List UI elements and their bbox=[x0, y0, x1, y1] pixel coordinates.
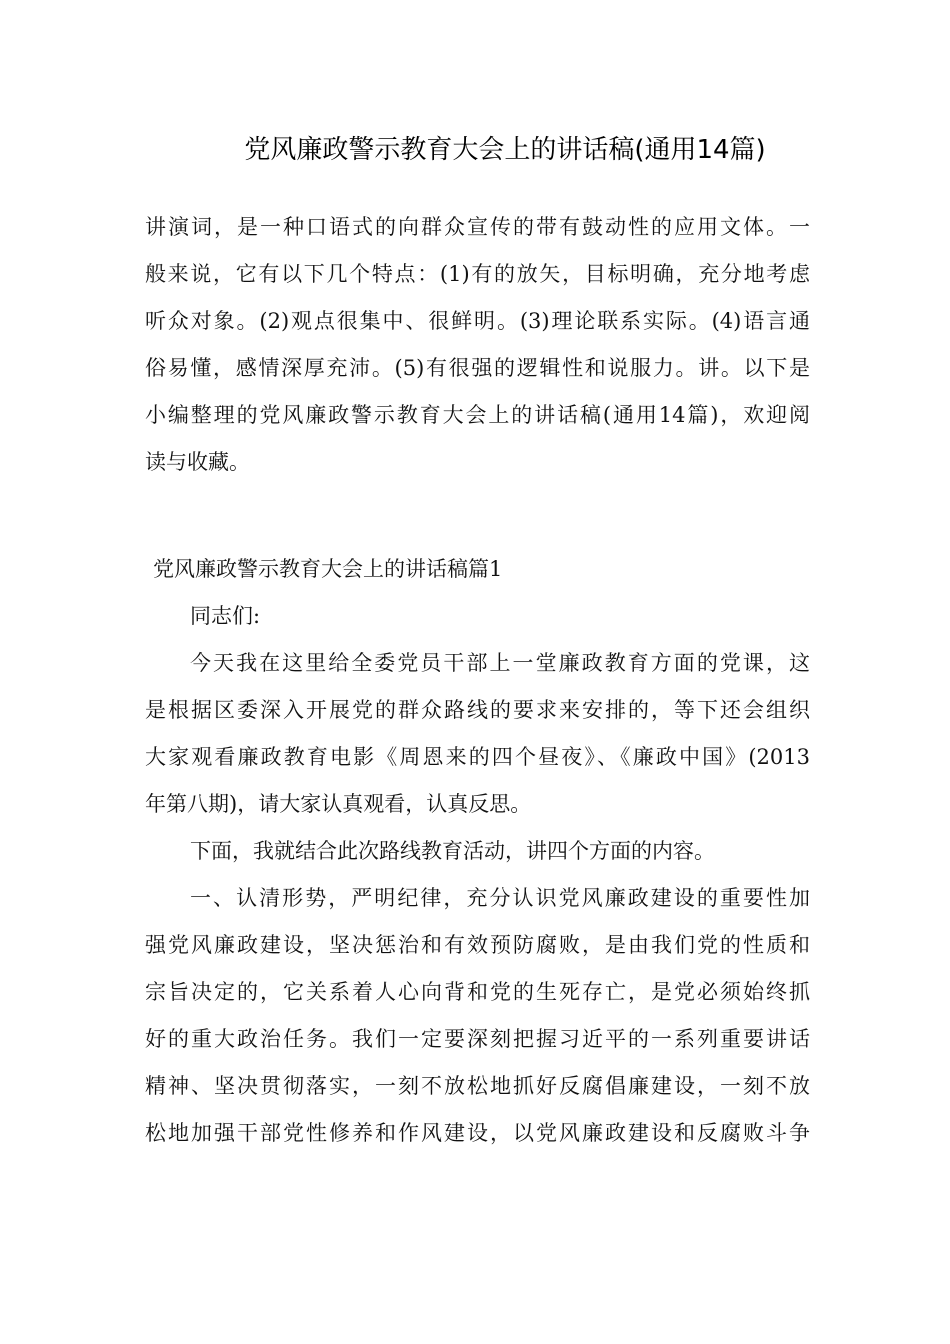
intro-line: 般来说，它有以下几个特点：(1)有的放矢，目标明确，充分地考虑 bbox=[145, 262, 810, 286]
paragraph-line: 精神、坚决贯彻落实，一刻不放松地抓好反腐倡廉建设，一刻不放 bbox=[145, 1074, 810, 1098]
paragraph-line: 是根据区委深入开展党的群众路线的要求来安排的，等下还会组织 bbox=[145, 698, 810, 722]
paragraph-line: 今天我在这里给全委党员干部上一堂廉政教育方面的党课，这 bbox=[190, 651, 810, 675]
paragraph-line: 好的重大政治任务。我们一定要深刻把握习近平的一系列重要讲话 bbox=[145, 1027, 810, 1051]
paragraph-line: 松地加强干部党性修养和作风建设，以党风廉政建设和反腐败斗争 bbox=[145, 1121, 810, 1145]
intro-line: 小编整理的党风廉政警示教育大会上的讲话稿(通用14篇)，欢迎阅 bbox=[145, 403, 810, 427]
paragraph-line: 下面，我就结合此次路线教育活动，讲四个方面的内容。 bbox=[190, 839, 715, 863]
intro-line: 听众对象。(2)观点很集中、很鲜明。(3)理论联系实际。(4)语言通 bbox=[145, 309, 810, 333]
paragraph-line: 宗旨决定的，它关系着人心向背和党的生死存亡，是党必须始终抓 bbox=[145, 980, 810, 1004]
intro-line: 讲演词，是一种口语式的向群众宣传的带有鼓动性的应用文体。一 bbox=[145, 215, 810, 239]
paragraph-line: 强党风廉政建设，坚决惩治和有效预防腐败，是由我们党的性质和 bbox=[145, 933, 810, 957]
paragraph-line: 大家观看廉政教育电影《周恩来的四个昼夜》、《廉政中国》(2013 bbox=[145, 745, 810, 769]
paragraph-line: 年第八期)，请大家认真观看，认真反思。 bbox=[145, 792, 532, 816]
intro-line: 俗易懂，感情深厚充沛。(5)有很强的逻辑性和说服力。讲。以下是 bbox=[145, 356, 810, 380]
paragraph-line: 一、认清形势，严明纪律，充分认识党风廉政建设的重要性加 bbox=[190, 886, 810, 910]
document-title: 党风廉政警示教育大会上的讲话稿(通用14篇) bbox=[244, 135, 766, 165]
section-heading: 党风廉政警示教育大会上的讲话稿篇1 bbox=[153, 557, 503, 581]
greeting: 同志们: bbox=[190, 604, 261, 628]
intro-line: 读与收藏。 bbox=[145, 450, 250, 474]
